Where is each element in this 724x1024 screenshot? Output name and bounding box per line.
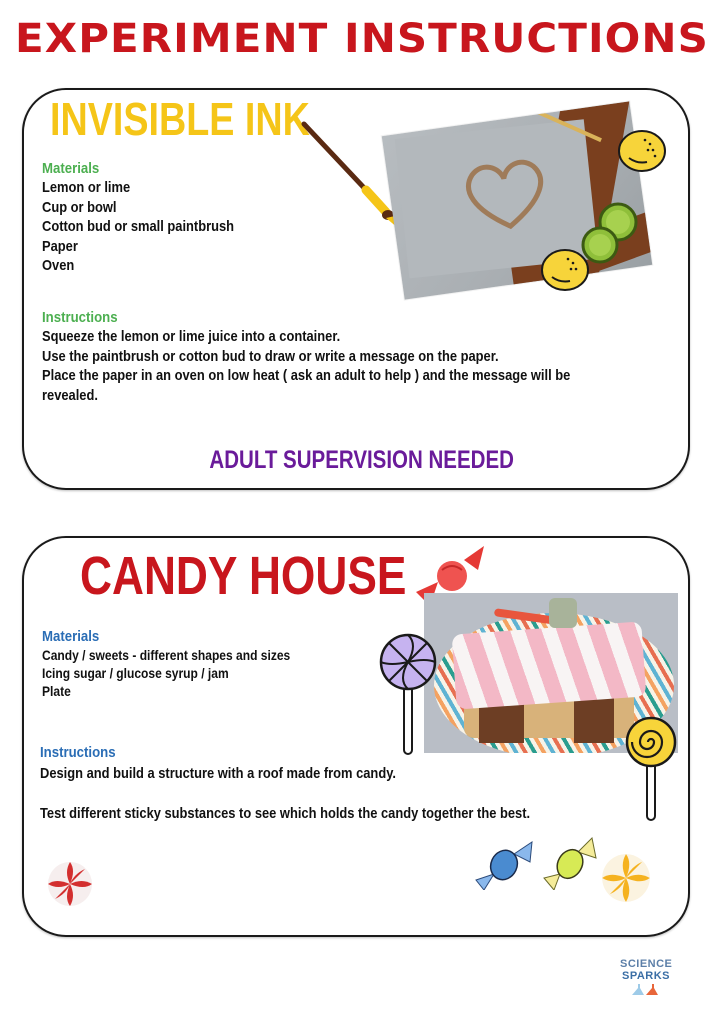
flask-icon [626,982,666,996]
adult-supervision-warning [0,446,724,475]
instruction-step: Place the paper in an oven on low heat ( ask an adult to help ) and the message will be [42,367,571,385]
materials-heading: Materials [42,160,100,177]
instruction-step: revealed. [42,386,98,404]
peppermint-icon [46,860,94,908]
material-item: Cup or bowl [42,198,117,216]
material-item: Candy / sweets - different shapes and sizes [42,647,291,663]
materials-list [42,646,331,700]
wrapped-candy-icon [542,836,598,890]
instructions-list [42,327,656,405]
wrapped-candy-icon [474,838,536,890]
science-sparks-logo [620,958,672,1001]
lemon-icon [615,126,669,176]
lollipop-icon [378,632,438,758]
material-item: Lemon or lime [42,179,131,196]
materials-list [42,178,265,276]
material-item: Cotton bud or small paintbrush [42,218,235,236]
instruction-step: Design and build a structure with a roof made from candy. [40,765,396,782]
lemon-icon [538,245,592,295]
materials-heading: Materials [42,628,100,645]
material-item: Paper [42,237,78,255]
peppermint-icon [600,852,652,904]
logo-text-line1: SCIENCE [620,958,673,970]
experiment-title: INVISIBLE INK [50,93,310,145]
experiment-title: CANDY HOUSE [80,546,407,606]
page-title: EXPERIMENT INSTRUCTIONS [15,16,709,62]
instruction-step: Use the paintbrush or cotton bud to draw or write a message on the paper. [42,347,499,365]
material-item: Plate [42,683,71,699]
instructions-heading: Instructions [40,744,116,761]
logo-text-line2: SPARKS [621,970,671,982]
instruction-step: Squeeze the lemon or lime juice into a container. [42,328,341,345]
material-item: Icing sugar / glucose syrup / jam [42,665,229,681]
lollipop-icon [624,716,678,822]
warning-text: ADULT SUPERVISION NEEDED [209,446,515,474]
instructions-heading: Instructions [42,309,118,326]
material-item: Oven [42,257,75,275]
instruction-step: Test different sticky substances to see which holds the candy together the best. [40,805,531,822]
